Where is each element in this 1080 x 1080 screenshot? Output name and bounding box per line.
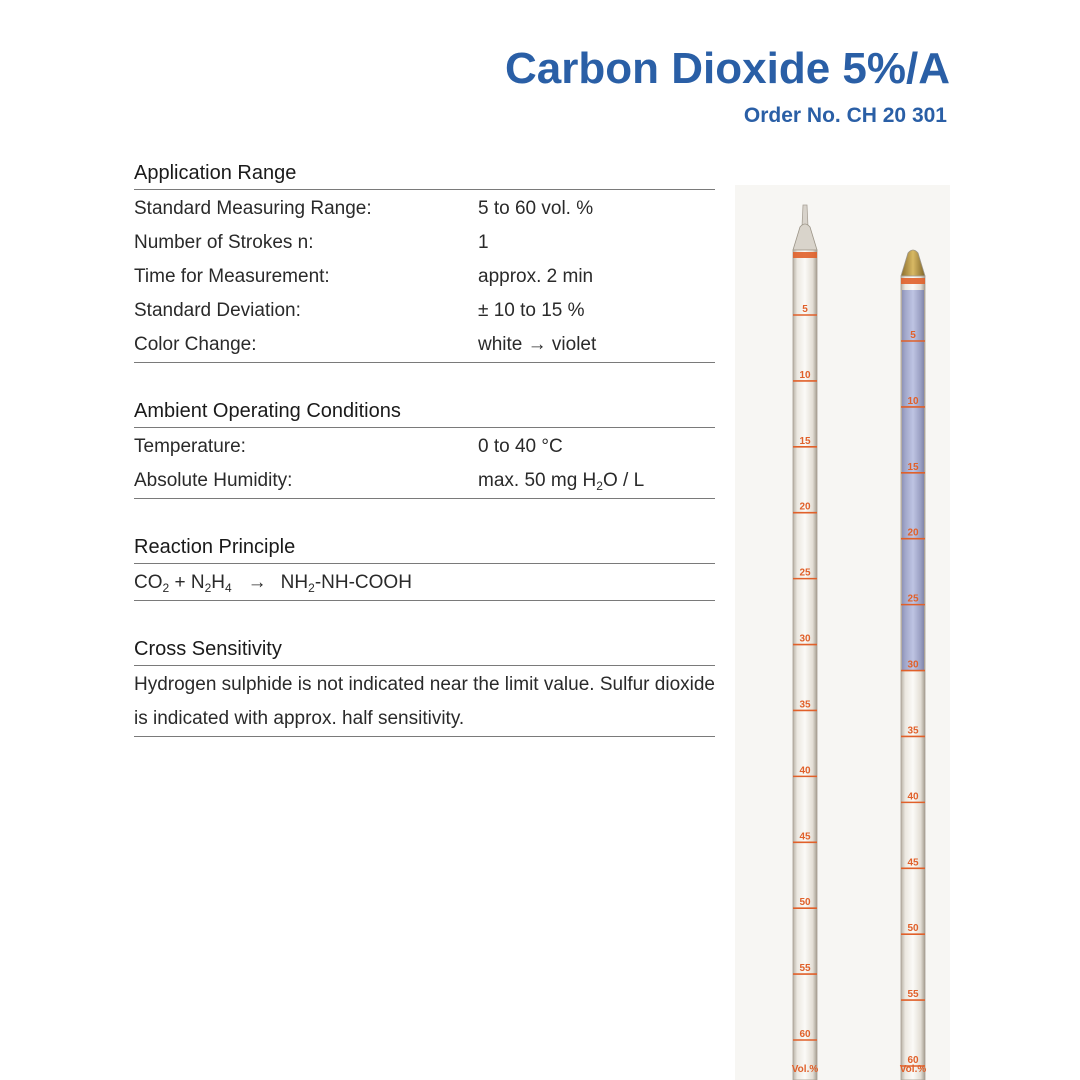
scale-label: 5 bbox=[802, 304, 808, 315]
scale-label: 50 bbox=[907, 923, 919, 935]
spec-value: ± 10 to 15 % bbox=[478, 300, 585, 321]
spec-label: Time for Measurement: bbox=[134, 266, 330, 287]
spec-label: Number of Strokes n: bbox=[134, 232, 314, 253]
scale-label: 10 bbox=[799, 369, 811, 381]
application-range-section bbox=[134, 161, 715, 363]
scale-label: 60 bbox=[799, 1029, 811, 1040]
scale-label: 5 bbox=[910, 330, 916, 341]
tube-unused bbox=[792, 205, 819, 1080]
reaction-formula bbox=[134, 564, 715, 600]
scale-label: 30 bbox=[907, 659, 919, 671]
spec-value bbox=[478, 464, 715, 498]
spec-label: Temperature: bbox=[134, 436, 246, 457]
humidity-subscript: 2 bbox=[596, 479, 603, 493]
spec-row bbox=[134, 226, 715, 260]
section-divider bbox=[134, 736, 715, 737]
section-heading: Ambient Operating Conditions bbox=[134, 399, 715, 428]
formula-subscript: 4 bbox=[224, 581, 232, 595]
scale-label: 35 bbox=[799, 699, 811, 711]
spec-value: 1 bbox=[478, 232, 489, 253]
scale-label: 55 bbox=[799, 963, 811, 975]
formula-subscript: 2 bbox=[204, 581, 212, 595]
spec-row bbox=[134, 294, 715, 328]
spec-value: 5 to 60 vol. % bbox=[478, 198, 594, 219]
detector-tubes-illustration bbox=[735, 185, 950, 1080]
section-divider bbox=[134, 600, 715, 601]
spec-label: Standard Deviation: bbox=[134, 300, 301, 321]
section-divider bbox=[134, 362, 715, 363]
formula-part: CO bbox=[134, 572, 163, 593]
arrow-icon: → bbox=[247, 572, 267, 593]
humidity-text: max. 50 mg H bbox=[478, 470, 597, 491]
scale-label: 55 bbox=[907, 989, 919, 1001]
spec-row bbox=[134, 430, 715, 464]
spec-value: 0 to 40 °C bbox=[478, 436, 563, 457]
formula-part: H bbox=[211, 572, 225, 593]
ambient-conditions-section bbox=[134, 399, 715, 499]
scale-label: 45 bbox=[799, 831, 811, 843]
spec-label: Color Change: bbox=[134, 334, 257, 355]
spec-value: white → violet bbox=[478, 334, 597, 355]
tube-top-band bbox=[793, 252, 817, 258]
scale-label: 35 bbox=[907, 725, 919, 737]
formula-subscript: 2 bbox=[308, 581, 315, 595]
scale-label: 60 bbox=[907, 1055, 919, 1066]
spec-row bbox=[134, 260, 715, 294]
scale-label: 40 bbox=[799, 765, 811, 777]
formula-part: -NH-COOH bbox=[314, 572, 412, 593]
scale-label: 25 bbox=[799, 567, 811, 579]
tube-used bbox=[900, 250, 927, 1080]
spec-label: Standard Measuring Range: bbox=[134, 198, 372, 219]
scale-label: 20 bbox=[799, 501, 811, 513]
section-heading: Reaction Principle bbox=[134, 535, 715, 564]
stain-region bbox=[902, 290, 924, 671]
humidity-text: O / L bbox=[602, 470, 645, 491]
spec-row bbox=[134, 328, 715, 362]
tube-top-band bbox=[901, 278, 925, 284]
cross-sensitivity-text: Hydrogen sulphide is not indicated near the limit value. Sulfur dioxide is indicated with approx. half sensitivity. bbox=[134, 674, 715, 729]
section-heading: Cross Sensitivity bbox=[134, 637, 715, 666]
unit-label: Vol.% bbox=[791, 1064, 819, 1075]
scale-label: 15 bbox=[799, 435, 811, 447]
reaction-principle-section bbox=[134, 535, 715, 601]
scale-label: 45 bbox=[907, 857, 919, 869]
detector-tubes-image bbox=[735, 185, 950, 1080]
order-number: Order No. CH 20 301 bbox=[743, 104, 947, 127]
section-heading: Application Range bbox=[134, 161, 715, 190]
formula-part: + N bbox=[169, 572, 205, 593]
spec-row bbox=[134, 464, 715, 498]
scale-label: 25 bbox=[907, 593, 919, 605]
page-title: Carbon Dioxide 5%/A bbox=[505, 44, 950, 93]
scale-label: 15 bbox=[907, 461, 919, 473]
scale-label: 30 bbox=[799, 633, 811, 645]
spec-row bbox=[134, 192, 715, 226]
scale-label: 20 bbox=[907, 527, 919, 539]
scale-label: 40 bbox=[907, 791, 919, 803]
spec-value: approx. 2 min bbox=[478, 266, 594, 287]
unit-label: Vol.% bbox=[899, 1064, 927, 1075]
cross-sensitivity-section bbox=[134, 637, 715, 737]
scale-label: 10 bbox=[907, 395, 919, 407]
section-divider bbox=[134, 498, 715, 499]
spec-label: Absolute Humidity: bbox=[134, 470, 293, 491]
scale-label: 50 bbox=[799, 897, 811, 909]
formula-subscript: 2 bbox=[162, 581, 170, 595]
formula-part: NH bbox=[280, 572, 309, 593]
